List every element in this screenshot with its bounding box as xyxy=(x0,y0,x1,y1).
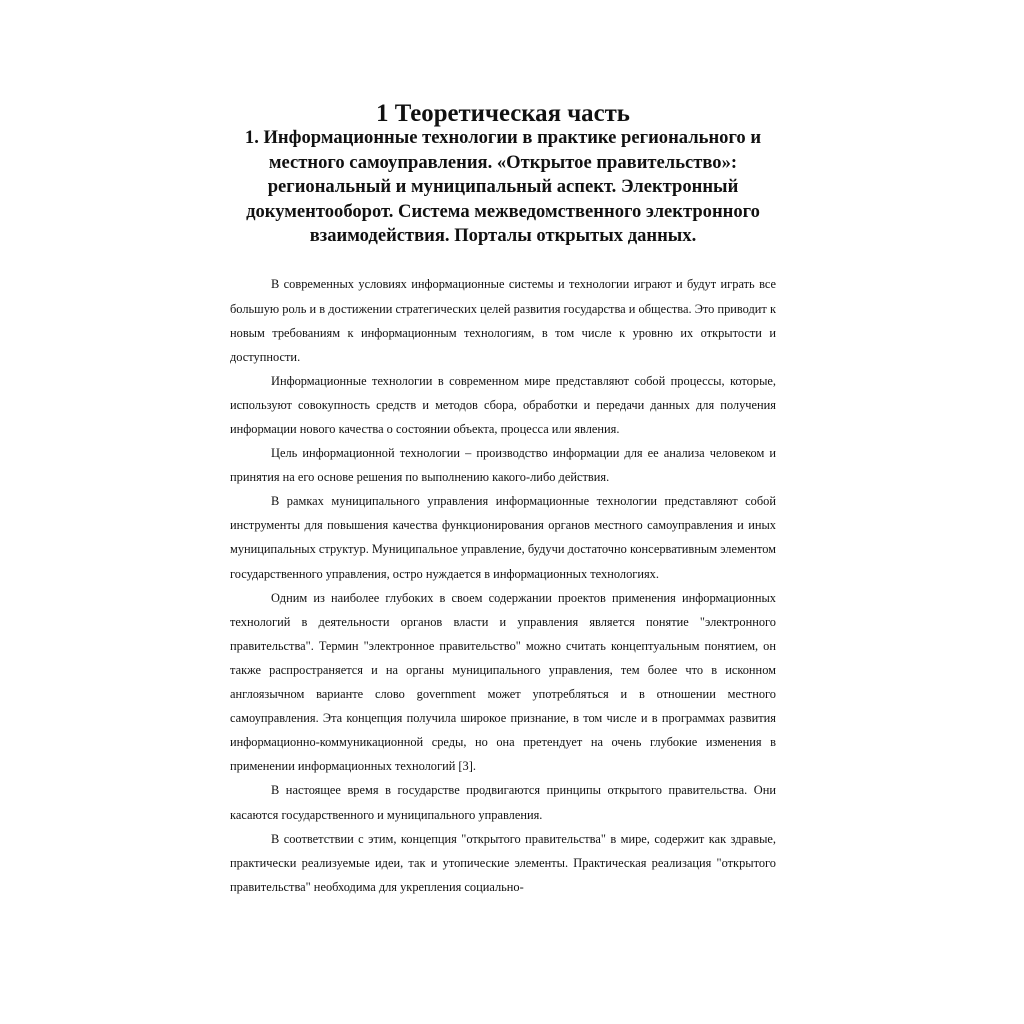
paragraph-7: В соответствии с этим, концепция "открытого правительства" в мире, содержит как здравые, практически реализуемые идеи, так и утопические элементы. Практическая реализация "открытого правительства" необходима для укрепления социально- xyxy=(230,831,776,894)
paragraph-3: Цель информационной технологии – производство информации для ее анализа человеком и принятия на его основе решения по выполнению какого-либо действия. xyxy=(230,446,776,485)
paragraph-2: Информационные технологии в современном мире представляют собой процессы, которые, используют совокупность средств и методов сбора, обработки и передачи данных для получения информации нового качества о состоянии объекта, процесса или явления. xyxy=(230,373,776,436)
paragraph-5: Одним из наиболее глубоких в своем содержании проектов применения информационных технологий в деятельности органов власти и управления является понятие "электронного правительства". Термин "электронное правительство" можно считать концептуальным понятием, он также распространяется и на органы муниципального управления, тем более что в исконном англоязычном варианте слово government может употребляться и в отношении местного самоуправления. Эта концепция получила широкое признание, в том числе и в программах развития информационно-коммуникационной среды, но она претендует на очень глубокие изменения в применении информационных технологий [3]. xyxy=(230,590,776,774)
chapter-title: 1. Информационные технологии в практике регионального и местного самоуправления. «Открытое правительство»: региональный и муниципальный аспект. Электронный документооборот. Система межведомственного электронного взаимодействия. Порталы открытых данных. xyxy=(244,127,762,247)
document-body xyxy=(230,102,776,899)
spacer xyxy=(230,248,776,272)
paragraph-6: В настоящее время в государстве продвигаются принципы открытого правительства. Они касаются государственного и муниципального управления. xyxy=(230,783,776,822)
paragraph-1: В современных условиях информационные системы и технологии играют и будут играть все большую роль и в достижении стратегических целей развития государства и общества. Это приводит к новым требованиям к информационным технологиям, в том числе к уровню их открытости и доступности. xyxy=(230,277,776,364)
paragraph-4: В рамках муниципального управления информационные технологии представляют собой инструменты для повышения качества функционирования органов местного самоуправления и иных муниципальных структур. Муниципальное управление, будучи достаточно консервативным элементом государственного управления, остро нуждается в информационных технологиях. xyxy=(230,494,776,581)
section-title: 1 Теоретическая часть xyxy=(376,100,630,127)
